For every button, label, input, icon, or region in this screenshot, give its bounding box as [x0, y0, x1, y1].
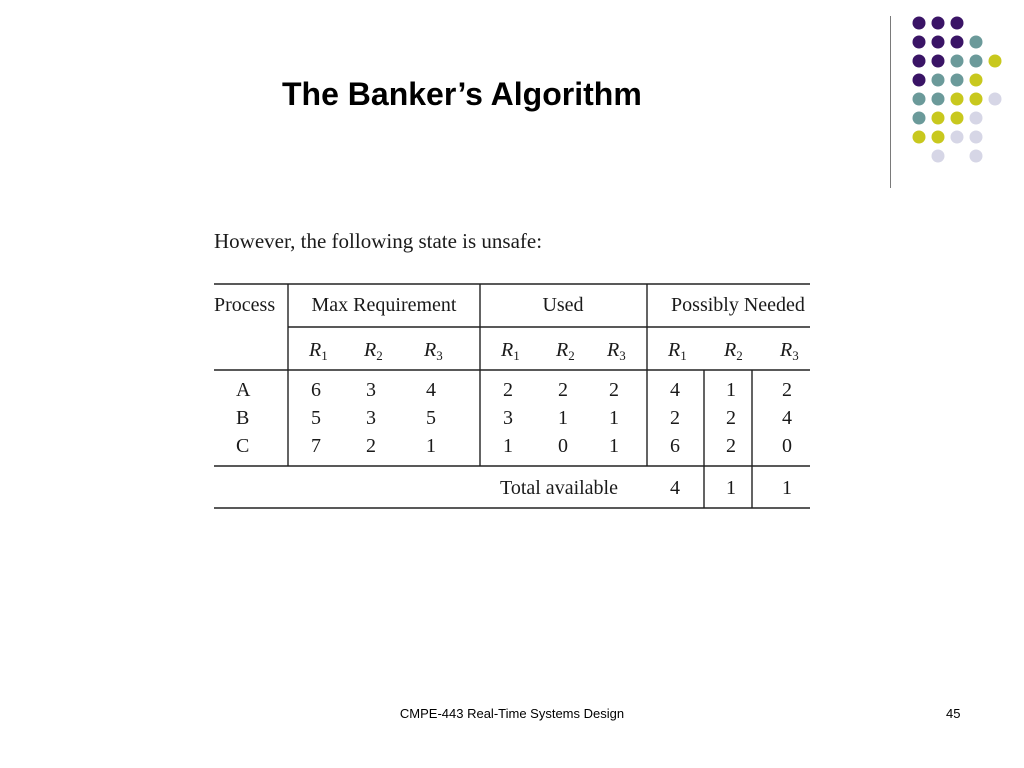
cell-max-r2: 3 — [366, 407, 376, 429]
cell-used-r2: 1 — [558, 407, 568, 429]
total-available-r3: 1 — [782, 477, 792, 499]
cell-needed-r1: 6 — [670, 435, 680, 457]
cell-max-r2: 3 — [366, 379, 376, 401]
cell-max-r3: 4 — [426, 379, 436, 401]
process-name: B — [236, 407, 250, 429]
cell-max-r3: 5 — [426, 407, 436, 429]
cell-needed-r3: 0 — [782, 435, 792, 457]
cell-needed-r1: 4 — [670, 379, 680, 401]
total-available-r2: 1 — [726, 477, 736, 499]
total-available-r1: 4 — [670, 477, 680, 499]
cell-needed-r1: 2 — [670, 407, 680, 429]
max-requirement-header: Max Requirement — [311, 294, 457, 316]
footer-text: CMPE-443 Real-Time Systems Design — [399, 706, 625, 721]
cell-max-r2: 2 — [366, 435, 376, 457]
cell-needed-r2: 1 — [726, 379, 736, 401]
cell-max-r1: 7 — [311, 435, 321, 457]
process-name: A — [236, 379, 251, 401]
resource-label-max-r2: $R_2$ — [364, 339, 383, 363]
process-name: C — [236, 435, 250, 457]
resource-label-max-r3: $R_3$ — [424, 339, 443, 363]
cell-used-r1: 2 — [503, 379, 513, 401]
cell-needed-r3: 2 — [782, 379, 792, 401]
cell-used-r2: 0 — [558, 435, 568, 457]
cell-used-r3: 1 — [609, 435, 619, 457]
page-number: 45 — [946, 706, 961, 721]
total-available-label: Total available — [500, 477, 618, 499]
resource-label-used-r1: $R_1$ — [501, 339, 520, 363]
resource-label-used-r2: $R_2$ — [556, 339, 575, 363]
possibly-needed-header: Possibly Needed — [671, 294, 805, 316]
cell-used-r2: 2 — [558, 379, 568, 401]
resource-label-needed-r2: $R_2$ — [724, 339, 743, 363]
resource-label-needed-r3: $R_3$ — [780, 339, 799, 363]
cell-needed-r3: 4 — [782, 407, 792, 429]
cell-max-r1: 5 — [311, 407, 321, 429]
cell-used-r3: 2 — [609, 379, 619, 401]
cell-max-r1: 6 — [311, 379, 321, 401]
cell-needed-r2: 2 — [726, 435, 736, 457]
resource-label-max-r1: $R_1$ — [309, 339, 328, 363]
intro-text: However, the following state is unsafe: — [214, 229, 543, 253]
process-header: Process — [214, 294, 276, 316]
cell-max-r3: 1 — [426, 435, 436, 457]
cell-used-r3: 1 — [609, 407, 619, 429]
cell-used-r1: 1 — [503, 435, 513, 457]
resource-label-needed-r1: $R_1$ — [668, 339, 687, 363]
cell-used-r1: 3 — [503, 407, 513, 429]
used-header: Used — [542, 294, 584, 316]
cell-needed-r2: 2 — [726, 407, 736, 429]
resource-label-used-r3: $R_3$ — [607, 339, 626, 363]
slide-title: The Banker’s Algorithm — [282, 76, 642, 112]
